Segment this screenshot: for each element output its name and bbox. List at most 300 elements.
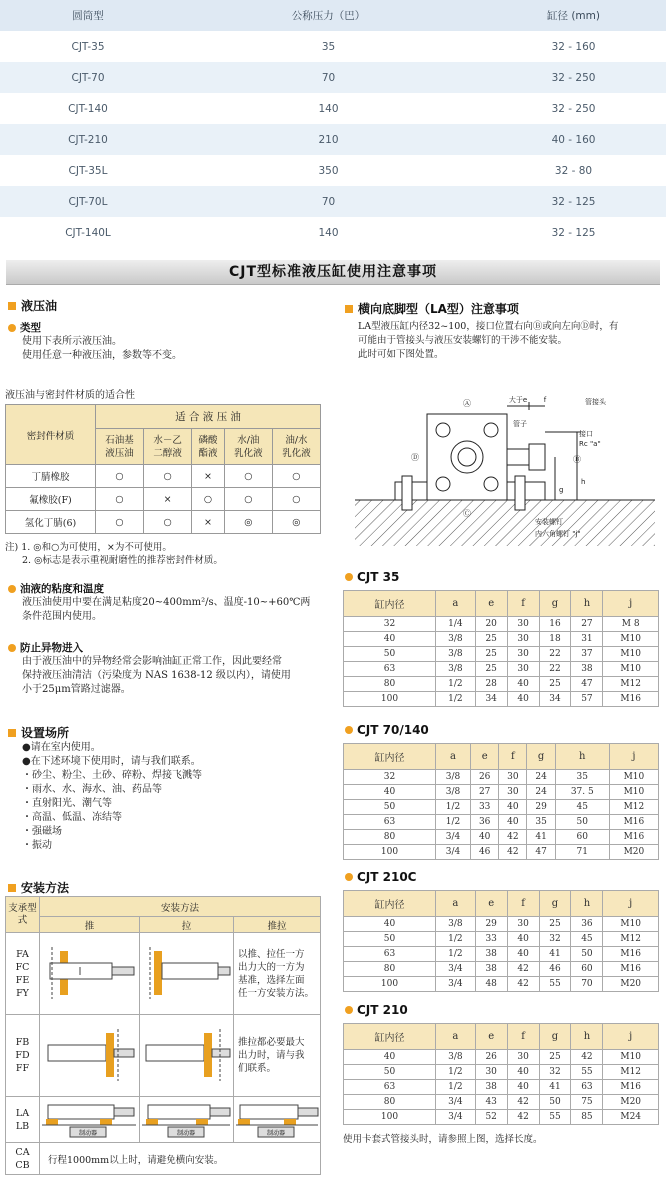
dim-cell: 52 (475, 1110, 507, 1125)
series-row (0, 186, 666, 217)
la-line: 可能由于管接头与液压安装螺钉的干涉不能安装。 (358, 335, 568, 346)
series-cell: 40 - 160 (551, 133, 596, 146)
dim-cell: 32 (344, 617, 436, 632)
series-cell: 70 (321, 195, 336, 208)
seal-cell: ○ (272, 465, 320, 488)
dim-cell: 80 (344, 1095, 436, 1110)
dim-row (344, 962, 659, 977)
dim-cell: M 8 (603, 617, 659, 632)
seal-cell: ○ (96, 511, 144, 534)
dim-cell: 26 (471, 770, 499, 785)
dim-cell: 100 (344, 692, 436, 707)
dim-cell: 30 (507, 617, 539, 632)
dim-cell: 34 (475, 692, 507, 707)
dim-row (344, 662, 659, 677)
dim-cell: 46 (471, 845, 499, 860)
seal-row (6, 465, 321, 488)
series-header-cell: 公称压力（巴） (291, 10, 366, 22)
dim-header-cell: j (609, 744, 658, 770)
seal-col-header: 密封件材质 (6, 405, 96, 465)
dim-cell: 31 (571, 632, 603, 647)
label-fitting: 管接头 (585, 398, 606, 406)
note-line: 2. ◎标志是表示重视耐磨性的推荐密封件材质。 (22, 555, 223, 566)
cylinder-pull-rear-icon (140, 1015, 232, 1093)
dim-cell: 24 (527, 785, 555, 800)
seal-group-header: 适 合 液 压 油 (96, 405, 321, 429)
series-cell: 35 (321, 40, 336, 53)
dim-table (343, 743, 659, 860)
dim-cell: 3/8 (436, 1050, 476, 1065)
install-types-fa (6, 933, 40, 1015)
dim-cell: M16 (603, 947, 659, 962)
label-f: f (543, 396, 547, 404)
dim-cell: 34 (539, 692, 571, 707)
foreign-line: 保持液压油清洁（污染度为 NAS 1638-12 级以内），请使用 (22, 670, 291, 681)
dim-cell: 1/2 (436, 692, 476, 707)
dim-cell: 27 (471, 785, 499, 800)
cylinder-push-flange-icon (40, 933, 138, 1011)
series-row (0, 93, 666, 124)
dim-cell: 47 (527, 845, 555, 860)
la-line: LA型液压缸内径32~100，接口位置右向Ⓑ或向左向Ⓓ时，有 (358, 321, 619, 332)
dot-bullet-icon (8, 644, 16, 652)
dim-cell: 40 (471, 830, 499, 845)
seal-cell: ○ (224, 488, 272, 511)
dim-cell: 33 (475, 932, 507, 947)
dim-header-row (344, 591, 659, 617)
dim-cell: 24 (527, 770, 555, 785)
dim-cell: 50 (344, 932, 436, 947)
seal-cell: ○ (224, 465, 272, 488)
dim-header-cell: h (571, 891, 603, 917)
dim-cell: 33 (471, 800, 499, 815)
la-desc (358, 320, 618, 362)
install-type: FE (15, 974, 30, 986)
seal-cell: ○ (96, 488, 144, 511)
dim-cell: M20 (609, 845, 658, 860)
dim-cell: 63 (344, 947, 436, 962)
label-g: g (559, 486, 564, 494)
dim-cell: 30 (475, 1065, 507, 1080)
dim-cell: 25 (475, 632, 507, 647)
brake-label: 制动器 (78, 1130, 98, 1137)
seal-cell: ◎ (224, 511, 272, 534)
dim-cell: M12 (603, 932, 659, 947)
install-types-ca (6, 1143, 40, 1175)
dim-header-cell: e (471, 744, 499, 770)
dim-header-cell: g (539, 591, 571, 617)
dim-cell: 50 (539, 1095, 571, 1110)
dim-cell: 36 (571, 917, 603, 932)
dim-row (344, 800, 659, 815)
dim-cell: M16 (609, 815, 658, 830)
dim-cell: 25 (539, 917, 571, 932)
label-h: h (581, 478, 586, 486)
dim-cell: 40 (507, 932, 539, 947)
push-diagram-fa (40, 933, 140, 1015)
dim-header-cell: e (475, 891, 507, 917)
viscosity-line: 液压油使用中要在满足粘度20~400mm²/s、温度-10~+60℃两 (22, 597, 311, 608)
dim-cell: 37 (571, 647, 603, 662)
seal-cell: ◎ (272, 511, 320, 534)
label-e: 大于e (508, 396, 528, 404)
dim-header-cell: h (571, 1024, 603, 1050)
dim-cell: 18 (539, 632, 571, 647)
dim-cell: 36 (471, 815, 499, 830)
dim-cell: 75 (571, 1095, 603, 1110)
install-pushpull: 推拉 (234, 917, 321, 933)
seal-oil-header (224, 429, 272, 465)
seal-oil-header (96, 429, 144, 465)
install-type: CA (15, 1146, 30, 1158)
dim-cell: M10 (609, 770, 658, 785)
dim-cell: 30 (507, 1050, 539, 1065)
dim-row (344, 692, 659, 707)
install-note-line: 们联系。 (238, 1063, 277, 1074)
dim-cell: 63 (571, 1080, 603, 1095)
dim-cell: 40 (344, 785, 436, 800)
seal-cell: × (192, 465, 225, 488)
seal-oil-header (272, 429, 320, 465)
dim-cell: 47 (571, 677, 603, 692)
push-diagram-fb (40, 1015, 140, 1097)
dot-bullet-icon (8, 324, 16, 332)
location-line: ・高温、低温、冻结等 (22, 812, 122, 823)
brake-label: 制动器 (176, 1130, 196, 1137)
dim-cell: 43 (475, 1095, 507, 1110)
dim-header-cell: 缸内径 (344, 744, 436, 770)
seal-material: 氟橡胶(F) (6, 488, 96, 511)
dim-header-cell: a (436, 591, 476, 617)
seal-oil-header-line: 乳化液 (282, 447, 311, 459)
series-row (0, 217, 666, 248)
dim-cell: 42 (507, 962, 539, 977)
series-cell: CJT-35L (68, 164, 108, 177)
dim-header-cell: g (539, 1024, 571, 1050)
dim-header-row (344, 744, 659, 770)
dim-cell: 29 (527, 800, 555, 815)
dim-cell: 30 (507, 662, 539, 677)
dim-header-cell: f (507, 1024, 539, 1050)
install-type: FD (15, 1050, 30, 1061)
series-table (0, 0, 666, 248)
install-col0-text: 支承型式 (8, 902, 37, 926)
series-cell: CJT-35 (71, 40, 105, 53)
dim-cell: 16 (539, 617, 571, 632)
seal-row (6, 511, 321, 534)
series-cell: 350 (318, 164, 339, 177)
dim-cell: 85 (571, 1110, 603, 1125)
location-title-text: 设置场所 (21, 726, 70, 740)
cylinder-foot-pushpull-icon (234, 1097, 320, 1139)
brake-label: 制动器 (266, 1130, 286, 1137)
dim-row (344, 947, 659, 962)
series-cell: CJT-210 (68, 133, 108, 146)
dim-cell: 20 (475, 617, 507, 632)
dim-cell: 27 (571, 617, 603, 632)
dim-cell: 45 (571, 932, 603, 947)
cylinder-foot-pull-icon (140, 1097, 232, 1139)
dim-header-cell: j (603, 1024, 659, 1050)
la-diagram (355, 392, 655, 552)
seal-compat-table (5, 404, 321, 534)
seal-oil-header-line: 磷酸 (198, 434, 218, 446)
dim-cell: 32 (344, 770, 436, 785)
push-diagram-la (40, 1097, 140, 1143)
dim-cell: 40 (344, 1050, 436, 1065)
dim-cell: 50 (344, 800, 436, 815)
install-note-0 (234, 933, 321, 1015)
dim-cell: 22 (539, 647, 571, 662)
dim-cell: 100 (344, 977, 436, 992)
pull-diagram-la (140, 1097, 234, 1143)
label-b: Ⓑ (573, 455, 581, 464)
seal-cell: ○ (192, 488, 225, 511)
dim-cell: 25 (539, 677, 571, 692)
dim-cell: 41 (527, 830, 555, 845)
seal-cell: × (144, 488, 192, 511)
dim-header-cell: j (603, 891, 659, 917)
dim-row (344, 770, 659, 785)
dim-row (344, 1110, 659, 1125)
dim-cell: 30 (499, 785, 527, 800)
dim-cell: M12 (609, 800, 658, 815)
install-type: FF (15, 1063, 30, 1074)
dim-header-cell: h (571, 591, 603, 617)
dim-cell: 60 (555, 830, 609, 845)
dim-row (344, 932, 659, 947)
location-line: ・振动 (22, 840, 52, 851)
dim-cell: 1/2 (436, 932, 476, 947)
install-type: LA (15, 1107, 30, 1119)
dim-cell: 42 (499, 845, 527, 860)
seal-oil-header-line: 液压油 (105, 447, 134, 459)
dim-table-title (345, 570, 399, 584)
seal-oil-header-line: 油/水 (285, 434, 308, 446)
dim-cell: 25 (475, 662, 507, 677)
seal-oil-header (192, 429, 225, 465)
dim-cell: M12 (603, 1065, 659, 1080)
dim-cell: 22 (539, 662, 571, 677)
dim-header-cell: g (527, 744, 555, 770)
dim-cell: 30 (499, 770, 527, 785)
install-note-3 (40, 1143, 321, 1175)
dot-bullet-icon (345, 726, 353, 734)
dim-cell: 29 (475, 917, 507, 932)
dim-cell: 45 (555, 800, 609, 815)
location-section-title (8, 724, 69, 741)
dim-header-cell: f (507, 591, 539, 617)
dim-cell: 1/2 (436, 947, 476, 962)
series-row (0, 124, 666, 155)
dim-cell: 1/4 (436, 617, 476, 632)
dim-cell: 3/8 (436, 647, 476, 662)
dim-cell: 32 (539, 1065, 571, 1080)
foreign-desc (22, 655, 291, 697)
dim-cell: 63 (344, 815, 436, 830)
cylinder-push-rear-icon (40, 1015, 138, 1093)
dim-cell: 46 (539, 962, 571, 977)
dim-title-text: CJT 210 (357, 1003, 408, 1017)
viscosity-title (8, 581, 104, 596)
la-line: 此时可如下图处置。 (358, 349, 444, 360)
seal-oil-header-line: 二醇液 (153, 447, 182, 459)
seal-material: 氢化丁腈(6) (6, 511, 96, 534)
install-note-1 (234, 1015, 321, 1097)
dim-cell: 40 (507, 947, 539, 962)
dim-cell: 1/2 (436, 677, 476, 692)
foreign-title (8, 640, 83, 655)
square-bullet-icon (8, 302, 16, 310)
dim-header-cell: g (539, 891, 571, 917)
location-line: ・雨水、水、海水、油、药品等 (22, 784, 162, 795)
install-push: 推 (40, 917, 140, 933)
dim-cell: 3/8 (436, 785, 471, 800)
note-line: 注) 1. ◎和○为可使用，×为不可使用。 (5, 542, 172, 553)
pushpull-diagram-la (234, 1097, 321, 1143)
dim-header-cell: a (436, 891, 476, 917)
install-title-text: 安装方法 (21, 881, 70, 895)
install-note-line: 出力大的一方为 (238, 961, 305, 973)
dim-cell: 3/8 (436, 662, 476, 677)
dim-row (344, 617, 659, 632)
dim-cell: 30 (507, 647, 539, 662)
dim-cell: M10 (603, 632, 659, 647)
oil-type-line: 使用任意一种液压油，参数等不变。 (22, 350, 182, 361)
dim-row (344, 1080, 659, 1095)
dim-cell: 32 (539, 932, 571, 947)
dim-cell: 63 (344, 1080, 436, 1095)
compat-caption: 液压油与密封件材质的适合性 (5, 390, 135, 401)
dim-row (344, 815, 659, 830)
dim-cell: 71 (555, 845, 609, 860)
install-note-line: 行程1000mm以上时，请避免横向安装。 (48, 1154, 224, 1166)
dim-row (344, 977, 659, 992)
install-type: FC (15, 961, 30, 973)
dim-cell: 42 (507, 1110, 539, 1125)
install-type: LB (15, 1120, 30, 1132)
series-cell: 32 - 125 (551, 226, 596, 239)
dim-cell: 38 (475, 962, 507, 977)
series-cell: 140 (318, 226, 339, 239)
footer-note: 使用卡套式管接头时，请参照上图，选择长度。 (343, 1134, 543, 1145)
dim-cell: 1/2 (436, 1080, 476, 1095)
dim-cell: 41 (539, 947, 571, 962)
dim-cell: 50 (571, 947, 603, 962)
dim-cell: 3/8 (436, 917, 476, 932)
dot-bullet-icon (345, 1006, 353, 1014)
dim-cell: 3/4 (436, 1095, 476, 1110)
install-types-la (6, 1097, 40, 1143)
dim-cell: 50 (344, 1065, 436, 1080)
install-section-title (8, 879, 69, 896)
seal-oil-header-line: 水/油 (237, 434, 260, 446)
seal-oil-header-line: 水－乙 (153, 434, 182, 446)
label-d: Ⓓ (411, 453, 419, 462)
dim-cell: 1/2 (436, 800, 471, 815)
dim-cell: 28 (475, 677, 507, 692)
foreign-title-text: 防止异物进入 (20, 642, 83, 654)
viscosity-title-text: 油液的粘度和温度 (20, 583, 104, 595)
square-bullet-icon (8, 729, 16, 737)
dim-cell: 50 (555, 815, 609, 830)
dim-title-text: CJT 70/140 (357, 723, 429, 737)
dim-row (344, 1050, 659, 1065)
dim-table (343, 890, 659, 992)
label-bolt: 安装螺钉 (535, 518, 563, 526)
seal-notes (5, 541, 223, 567)
dim-cell: 38 (571, 662, 603, 677)
dim-cell: 42 (507, 1095, 539, 1110)
location-line: ・直射阳光、潮气等 (22, 798, 112, 809)
location-list (22, 741, 202, 853)
series-cell: 32 - 80 (554, 164, 593, 177)
dim-cell: 40 (344, 917, 436, 932)
seal-oil-header-line: 石油基 (105, 434, 134, 446)
dim-cell: 80 (344, 830, 436, 845)
dim-cell: M10 (603, 647, 659, 662)
dim-cell: 3/8 (436, 770, 471, 785)
dim-cell: 3/8 (436, 632, 476, 647)
seal-oil-header-line: 乳化液 (234, 447, 263, 459)
install-type: FB (15, 1037, 30, 1048)
dim-row (344, 785, 659, 800)
dim-header-cell: 缸内径 (344, 591, 436, 617)
install-type: FY (16, 987, 29, 999)
dim-table-title (345, 1003, 408, 1017)
pull-diagram-fb (140, 1015, 234, 1097)
dim-cell: 30 (507, 632, 539, 647)
install-note-line: 任一方安装方法。 (238, 987, 315, 999)
install-note-line: 推拉都必要最大 (238, 1037, 305, 1048)
dim-row (344, 677, 659, 692)
dim-cell: M16 (603, 962, 659, 977)
dim-cell: 1/2 (436, 815, 471, 830)
series-header-cell: 圆筒型 (72, 10, 104, 22)
series-cell: CJT-140L (65, 226, 111, 239)
seal-cell: ○ (144, 465, 192, 488)
oil-title-text: 液压油 (21, 299, 58, 313)
series-cell: 32 - 160 (551, 40, 596, 53)
oil-type-text: 类型 (20, 322, 41, 334)
install-types-fb (6, 1015, 40, 1097)
series-cell: 32 - 125 (551, 195, 596, 208)
dim-header-cell: f (507, 891, 539, 917)
dim-header-cell: e (475, 591, 507, 617)
dim-header-cell: e (475, 1024, 507, 1050)
dim-cell: M12 (603, 677, 659, 692)
viscosity-line: 条件范围内使用。 (22, 611, 102, 622)
series-header-cell: 缸径 (mm) (547, 10, 600, 22)
pull-diagram-fa (140, 933, 234, 1015)
oil-type-desc (22, 335, 182, 363)
dim-cell: 63 (344, 662, 436, 677)
square-bullet-icon (8, 884, 16, 892)
dim-header-cell: a (436, 744, 471, 770)
dim-header-row (344, 1024, 659, 1050)
dim-header-cell: 缸内径 (344, 1024, 436, 1050)
dim-title-text: CJT 210C (357, 870, 417, 884)
install-note-line: 以推、拉任一方 (238, 948, 305, 960)
dim-cell: M10 (603, 662, 659, 677)
label-port: 接口 (579, 430, 593, 438)
dim-cell: M10 (603, 1050, 659, 1065)
dim-cell: 70 (571, 977, 603, 992)
dim-row (344, 830, 659, 845)
dim-header-cell: h (555, 744, 609, 770)
dim-cell: 30 (507, 917, 539, 932)
dim-header-cell: j (603, 591, 659, 617)
